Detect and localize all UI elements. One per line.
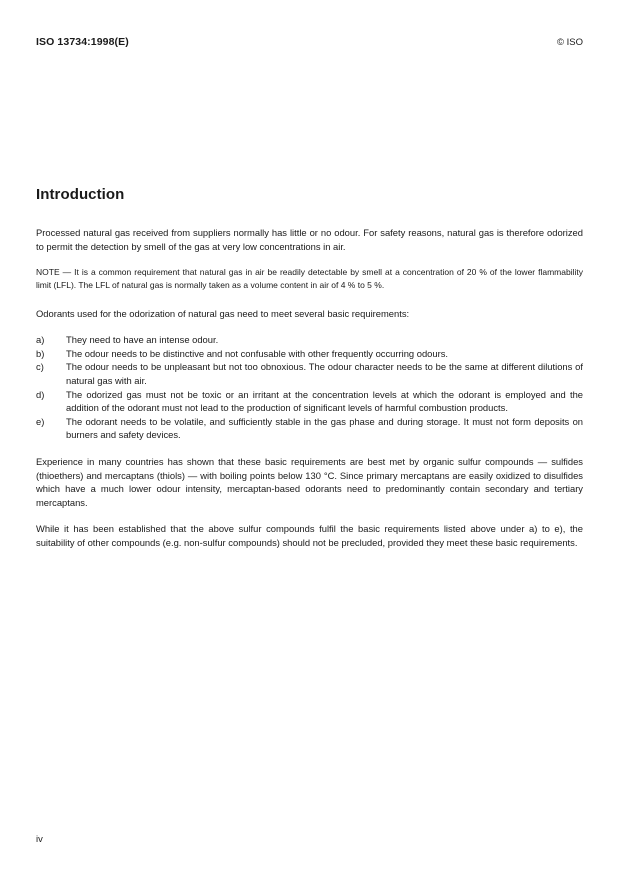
list-item: [36, 388, 583, 415]
list-item-marker: e): [36, 415, 45, 427]
page-content: [36, 186, 583, 563]
closing-paragraph: While it has been established that the above sulfur compounds fulfil the basic requirements listed above under a) to e), the suitability of other compounds (e.g. non-sulfur compounds) should not be precluded, provided they meet these basic requirements.: [36, 523, 583, 548]
experience-paragraph: Experience in many countries has shown that these basic requirements are best met by organic sulfur compounds — sulfides (thioethers) and mercaptans (thiols) — with boiling points below 130 °C. Since primary mercaptans are easily oxidized to disulfides which have a much lower odour intensity, mercaptan-based odorants need to predominantly contain secondary and tertiary mercaptans.: [36, 455, 583, 508]
list-item: [36, 333, 583, 347]
running-header: [36, 36, 583, 52]
list-item: [36, 360, 583, 387]
note-paragraph: NOTE — It is a common requirement that natural gas in air be readily detectable by smell at a concentration of 20 % of the lower flammability limit (LFL). The LFL of natural gas is normally taken as a volume content in air of 4 % to 5 %.: [36, 267, 583, 291]
list-item-marker: b): [36, 347, 45, 359]
requirements-list: [36, 333, 583, 442]
page-title: Introduction: [36, 186, 125, 203]
list-item-text: The odour needs to be unpleasant but not too obnoxious. The odour character needs to be the same at different dilutions of natural gas with air.: [66, 361, 583, 386]
list-item: [36, 347, 583, 361]
list-item-text: They need to have an intense odour.: [66, 334, 219, 346]
list-item-marker: a): [36, 334, 45, 346]
list-item-marker: d): [36, 388, 45, 400]
page-number: iv: [36, 833, 43, 844]
copyright-notice: © ISO: [556, 37, 583, 48]
document-reference: ISO 13734:1998(E): [36, 36, 129, 48]
list-item-text: The odorant needs to be volatile, and sufficiently stable in the gas phase and during storage. It must not form deposits on burners and safety devices.: [66, 415, 583, 441]
intro-paragraph: Processed natural gas received from suppliers normally has little or no odour. For safety reasons, natural gas is therefore odorized to permit the detection by smell of the gas at very low concentrations in air.: [36, 227, 583, 252]
list-item-text: The odour needs to be distinctive and not confusable with other frequently occurring odours.: [66, 347, 449, 359]
list-item-text: The odorized gas must not be toxic or an irritant at the concentration levels at which the odorant is employed and the addition of the odorant must not lead to the production of significant levels of harmful combustion products.: [66, 388, 583, 414]
list-item-marker: c): [36, 361, 44, 373]
list-item: [36, 415, 583, 442]
requirements-lead-paragraph: Odorants used for the odorization of natural gas need to meet several basic requirements:: [36, 307, 410, 319]
